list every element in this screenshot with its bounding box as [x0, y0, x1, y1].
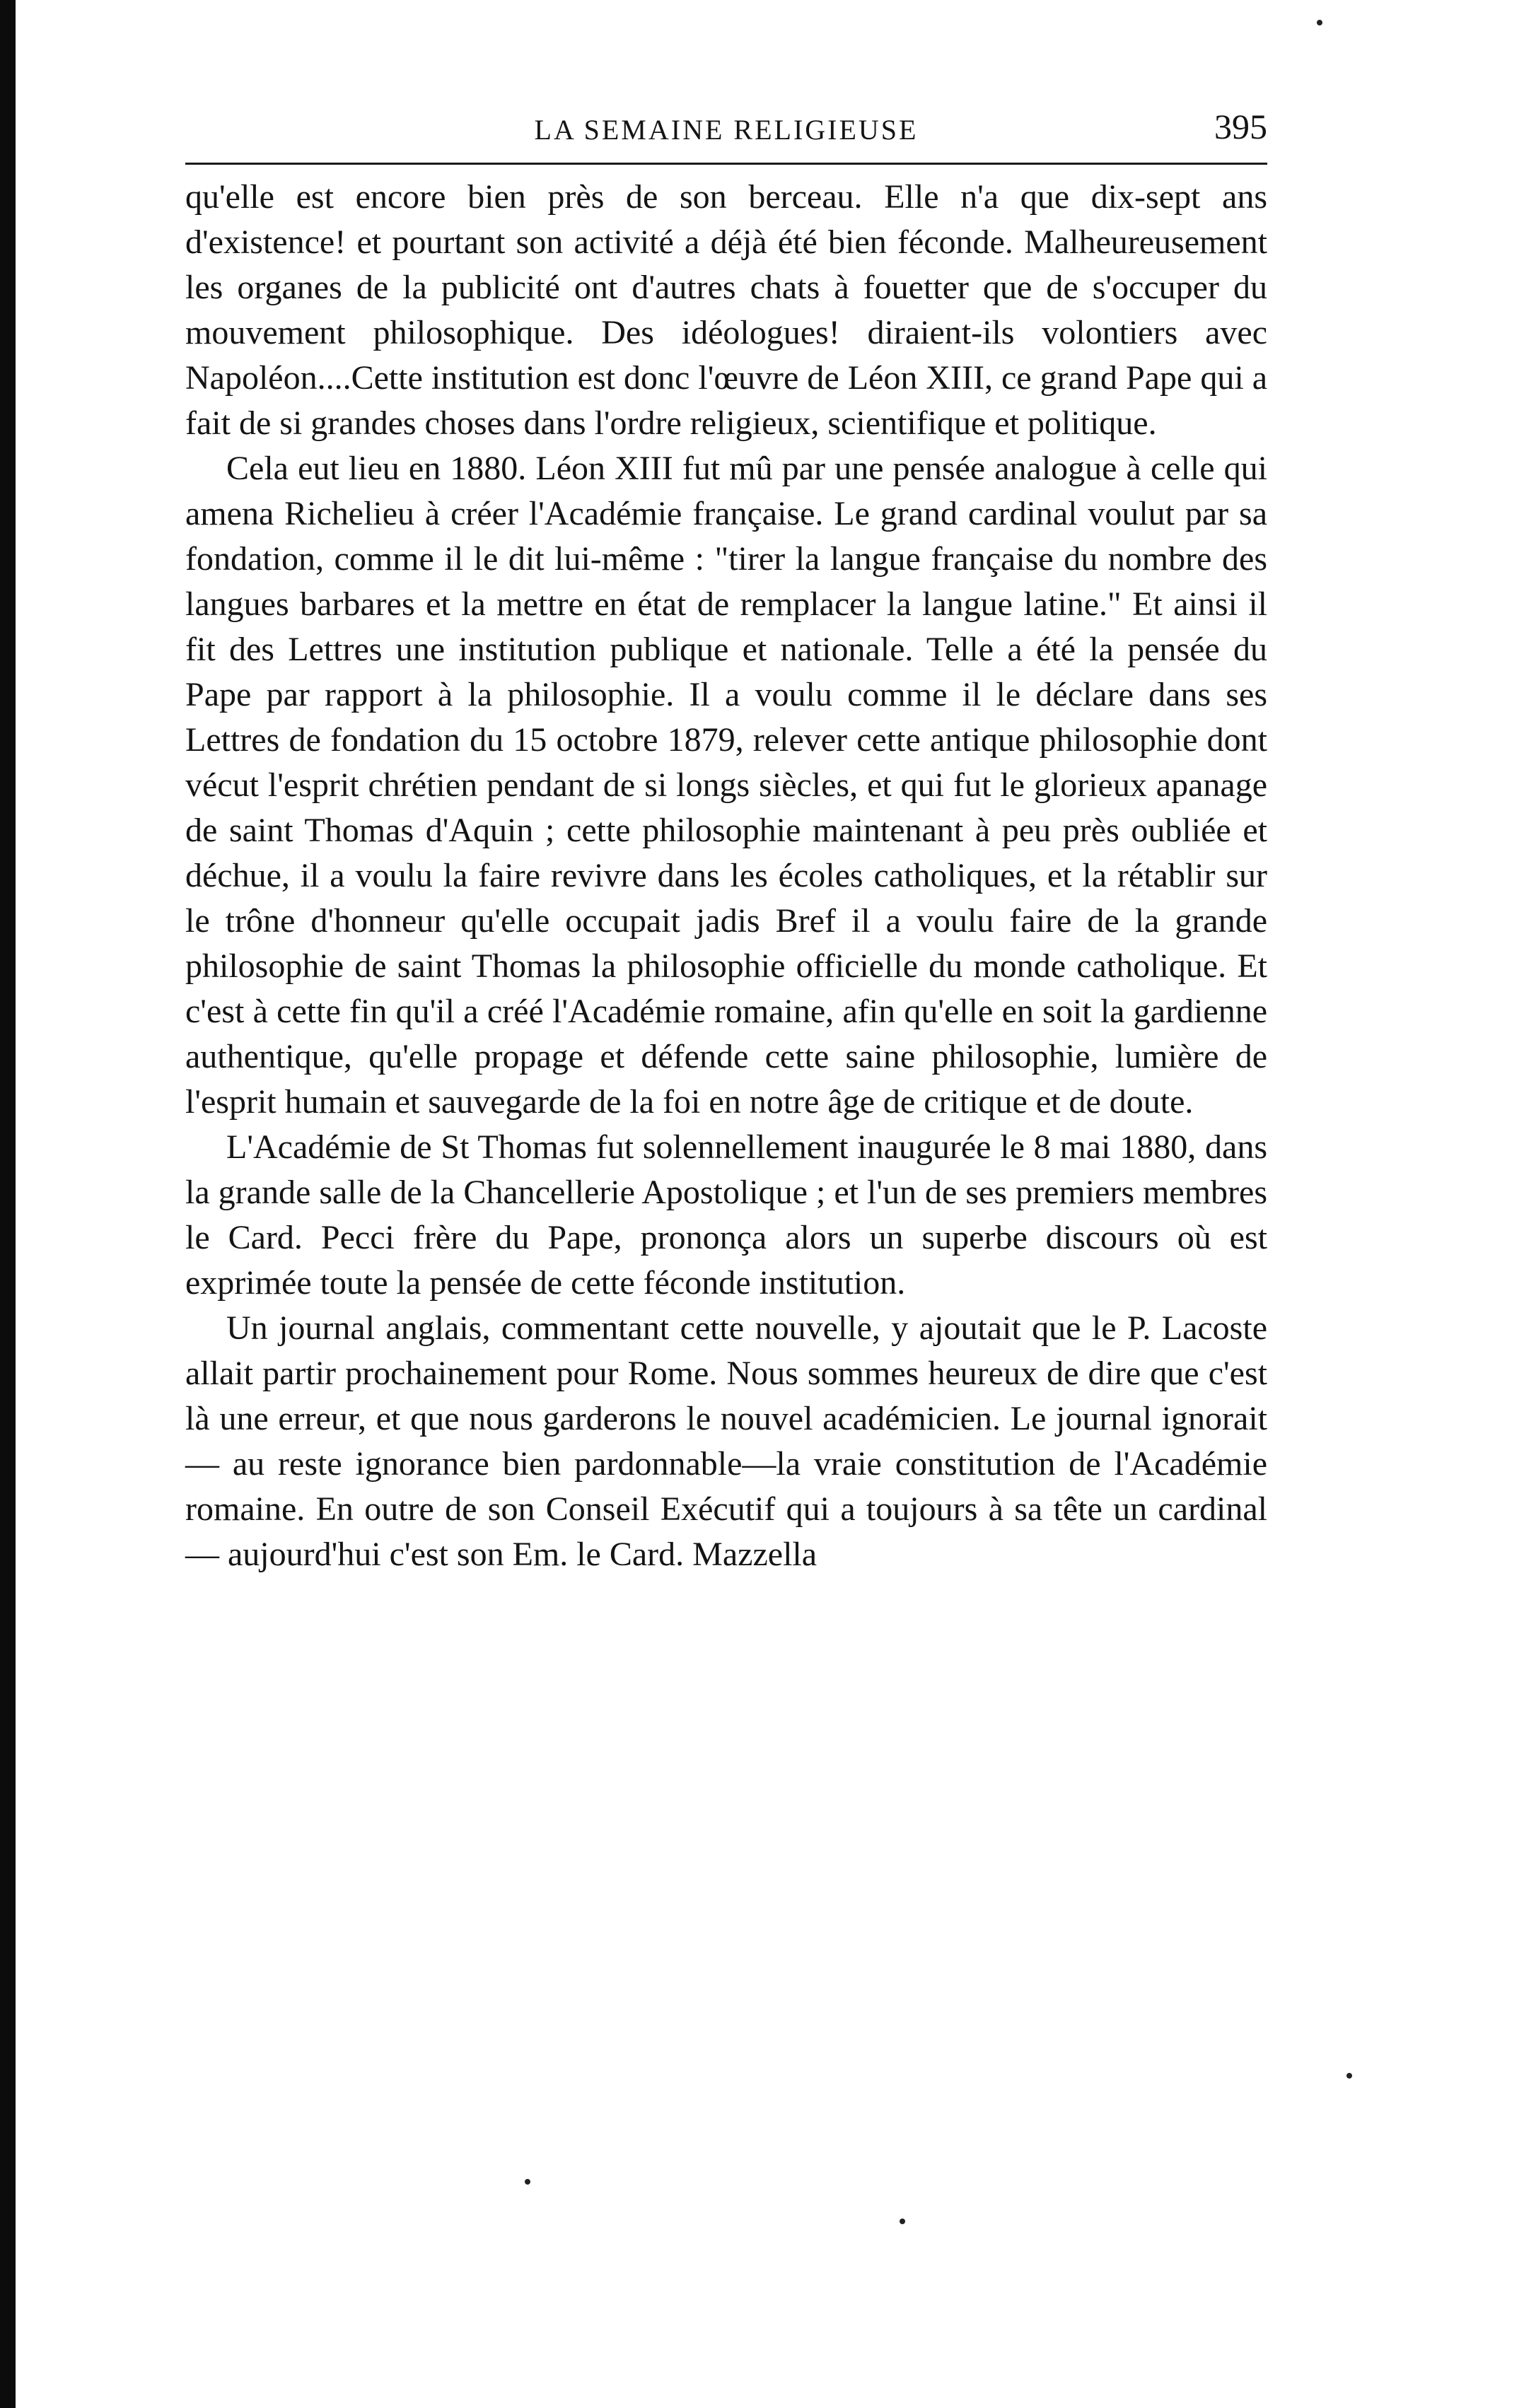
body-text — [185, 175, 1267, 1577]
page-number: 395 — [1214, 107, 1267, 146]
scan-speck — [900, 2219, 905, 2224]
paragraph-continued: qu'elle est encore bien près de son berceau. Elle n'a que dix-sept ans d'existence! et pourtant son activité a déjà été bien féconde. Malheureusement les organes de la publicité ont d'autres chats à fouetter que de s'occuper du mouvement philosophique. Des idéologues! diraient-ils volontiers avec Napoléon....Cette institution est donc l'œuvre de Léon XIII, ce grand Pape qui a fait de si grandes choses dans l'ordre religieux, scientifique et politique. — [185, 178, 1267, 442]
scan-speck — [1346, 2073, 1352, 2079]
book-page — [185, 99, 1267, 1577]
running-head — [185, 99, 1267, 163]
scan-speck — [525, 2179, 530, 2185]
binding-edge — [0, 0, 16, 2408]
running-title: LA SEMAINE RELIGIEUSE — [534, 114, 919, 146]
scan-speck — [1317, 20, 1322, 25]
paragraph-inauguration: L'Académie de St Thomas fut solennellement inaugurée le 8 mai 1880, dans la grande salle de la Chancellerie Apostolique ; et l'un de ses premiers membres le Card. Pecci frère du Pape, prononça alors un superbe discours où est exprimée toute la pensée de cette féconde institution. — [185, 1128, 1267, 1302]
paragraph-academy-founding: Cela eut lieu en 1880. Léon XIII fut mû par une pensée analogue à celle qui amena Richelieu à créer l'Académie française. Le grand cardinal voulut par sa fondation, comme il le dit lui-même : "tirer la langue française du nombre des langues barbares et la mettre en état de remplacer la langue latine." Et ainsi il fit des Lettres une institution publique et nationale. Telle a été la pensée du Pape par rapport à la philosophie. Il a voulu comme il le déclare dans ses Lettres de fondation du 15 octobre 1879, relever cette antique philosophie dont vécut l'esprit chrétien pendant de si longs siècles, et qui fut le glorieux apanage de saint Thomas d'Aquin ; cette philosophie maintenant à peu près oubliée et déchue, il a voulu la faire revivre dans les écoles catholiques, et la rétablir sur le trône d'honneur qu'elle occupait jadis Bref il a voulu faire de la grande philosophie de saint Thomas la philosophie officielle du monde catholique. Et c'est à cette fin qu'il a créé l'Académie romaine, afin qu'elle en soit la gardienne authentique, qu'elle propage et défende cette saine philosophie, lumière de l'esprit humain et sauvegarde de la foi en notre âge de critique et de doute. — [185, 450, 1267, 1121]
paragraph-english-journal: Un journal anglais, commentant cette nouvelle, y ajoutait que le P. Lacoste allait partir prochainement pour Rome. Nous sommes heureux de dire que c'est là une erreur, et que nous garderons le nouvel académicien. Le journal ignorait — au reste ignorance bien pardonnable—la vraie constitution de l'Académie romaine. En outre de son Conseil Exécutif qui a toujours à sa tête un cardinal — aujourd'hui c'est son Em. le Card. Mazzella — [185, 1309, 1267, 1573]
header-rule — [185, 163, 1267, 165]
